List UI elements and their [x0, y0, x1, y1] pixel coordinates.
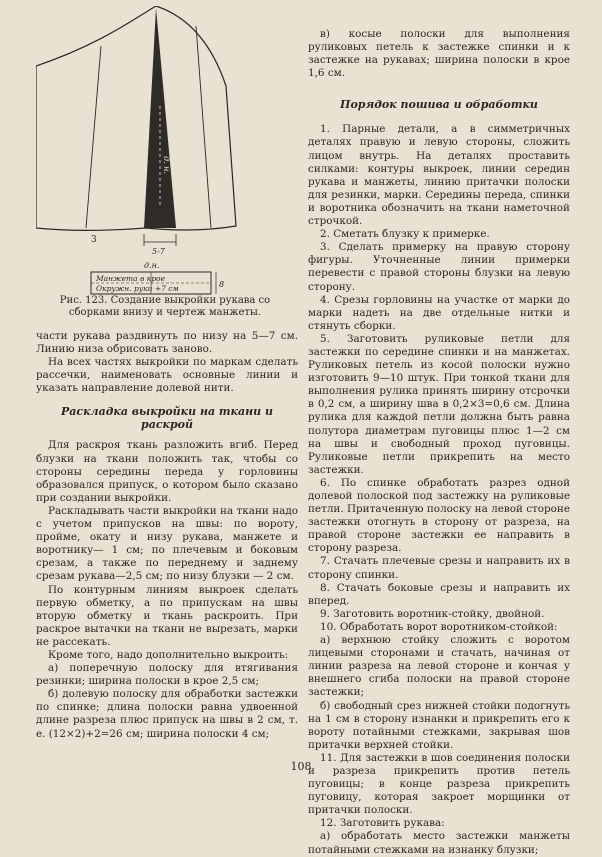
- left-paragraph-6: Кроме того, надо дополнительно выкроить:: [48, 648, 289, 661]
- sleeve-pattern-drawing: [36, 6, 298, 296]
- figure-label-57: 5-7: [152, 247, 165, 256]
- cuff-label-dn: д.н.: [144, 261, 160, 270]
- step-10: 10. Обработать ворот воротником-стойкой:: [320, 620, 558, 633]
- step-12a: а) обработать место застежки манжеты потайными стежками на изнанку блузки;: [308, 830, 570, 856]
- step-12: 12. Заготовить рукава:: [320, 817, 445, 830]
- cuff-text-2: Окружн. руки +7 см: [96, 284, 179, 293]
- step-2: 2. Сметать блузку к примерке.: [320, 228, 490, 241]
- step-6: 6. По спинке обработать разрез одной долевой полоской под застежку на руликовые петли. Притаченную полоску на левой стороне застежки отогнуть в сторону от разреза, на правой стороне застежки ее направить в сторону разреза.: [308, 476, 570, 555]
- step-3: 3. Сделать примерку на правую сторону фигуры. Уточненные линии примерки перевести с правой стороны блузки на левую сторону.: [308, 241, 570, 293]
- section-heading-layout: Раскладка выкройки на ткани и раскрой: [61, 405, 273, 432]
- cuff-text-1: Манжета в крое: [96, 274, 166, 283]
- step-9: 9. Заготовить воротник-стойку, двойной.: [320, 607, 545, 620]
- left-paragraph-8: б) долевую полоску для обработки застежки по спинке; длина полоски равна удвоенной длине разреза плюс припуск на швы в 2 см, т. е. (12×2)+2=26 см; ширина полоски 4 см;: [36, 688, 298, 740]
- figure-label-3: 3: [91, 235, 97, 245]
- step-10b: б) свободный срез нижней стойки подогнуть на 1 см в сторону изнанки и прикрепить его к вороту потайными стежками, закрывая шов притачки верхней стойки.: [308, 699, 570, 751]
- left-paragraph-4: Раскладывать части выкройки на ткани надо с учетом припусков на швы: по вороту, пройме, окату и низу рукава, манжете и воротнику— 1 см; по плечевым и боковым срезам, а также по переднему и заднему срезам рукава—2,5 см; по низу блузки — 2 см.: [36, 504, 298, 583]
- left-paragraph-5: По контурным линиям выкроек сделать первую обметку, а по припускам на швы вторую обметку и ткань раскроить. При раскрое вытачки на ткани не вырезать, марки не рассекать.: [36, 583, 298, 648]
- caption-line-1: Рис. 123. Создание выкройки рукава со: [59, 295, 271, 306]
- left-column: [36, 330, 298, 741]
- step-7: 7. Стачать плечевые срезы и направить их в сторону спинки.: [308, 555, 570, 581]
- step-5: 5. Заготовить руликовые петли для застежки по середине спинки и на манжетах. Руликовых петель из косой полоски нужно изготовить 9—10 штук. При тонкой ткани для выполнения рулика принять ширину отсрочки в 0,2 см, а ширину шва в 0,2×3=0,6 см. Длина рулика для каждой петли должна быть равна полутора диаметрам пуговицы плюс 1—2 см на швы и свободный проход пуговицы. Руликовые петли прикрепить на место застежки.: [308, 332, 570, 476]
- step-4: 4. Срезы горловины на участке от марки до марки надеть на две отдельные нитки и стянуть сборки.: [308, 293, 570, 332]
- right-column: [308, 28, 570, 857]
- guide-line-left: [86, 46, 101, 228]
- left-paragraph-7: а) поперечную полоску для втягивания резинки; ширина полоски в крое 2,5 см;: [36, 662, 298, 688]
- section-heading-sewing: Порядок пошива и обработки: [340, 98, 538, 112]
- cuff-label-8: 8: [219, 280, 225, 289]
- guide-line-right: [196, 26, 211, 228]
- step-1: 1. Парные детали, а в симметричных деталях правую и левую стороны, сложить лицом внутрь. На деталях проставить силками: контуры выкроек, линии середин рукава и манжеты, линию притачки полоски для резинки, марки. Середины переда, спинки и воротника обозначить на ткани наметочной строчкой.: [308, 123, 570, 228]
- figure-label-dn: д. н.: [162, 156, 171, 174]
- left-paragraph-1: части рукава раздвинуть по низу на 5—7 см. Линию низа обрисовать заново.: [36, 330, 298, 356]
- caption-line-2: сборками внизу и чертеж манжеты.: [68, 307, 262, 318]
- figure-caption: [40, 295, 290, 319]
- page-number: 108: [290, 760, 312, 773]
- sleeve-outline: [36, 6, 236, 230]
- right-paragraph-0: в) косые полоски для выполнения руликовых петель к застежке спинки и к застежке на рукавах; ширина полоски в крое 1,6 см.: [308, 28, 570, 80]
- step-8: 8. Стачать боковые срезы и направить их вперед.: [308, 581, 570, 607]
- left-paragraph-2: На всех частях выкройки по маркам сделать рассечки, наименовать основные линии и указать направление долевой нити.: [36, 356, 298, 395]
- step-11: 11. Для застежки в шов соединения полоски и разреза прикрепить против петель пуговицы; в конце разреза прикрепить пуговицу, которая закроет морщинки от притачки полоски.: [308, 751, 570, 817]
- left-paragraph-3: Для раскроя ткань разложить вгиб. Перед блузки на ткани положить так, чтобы со стороны середины переда у горловины образовался припуск, о котором было сказано при создании выкройки.: [36, 439, 298, 504]
- step-10a: а) верхнюю стойку сложить с воротом лицевыми сторонами и стачать, начиная от линии разреза на левой стороне и кончая у внешнего сгиба полоски на правой стороне застежки;: [308, 634, 570, 699]
